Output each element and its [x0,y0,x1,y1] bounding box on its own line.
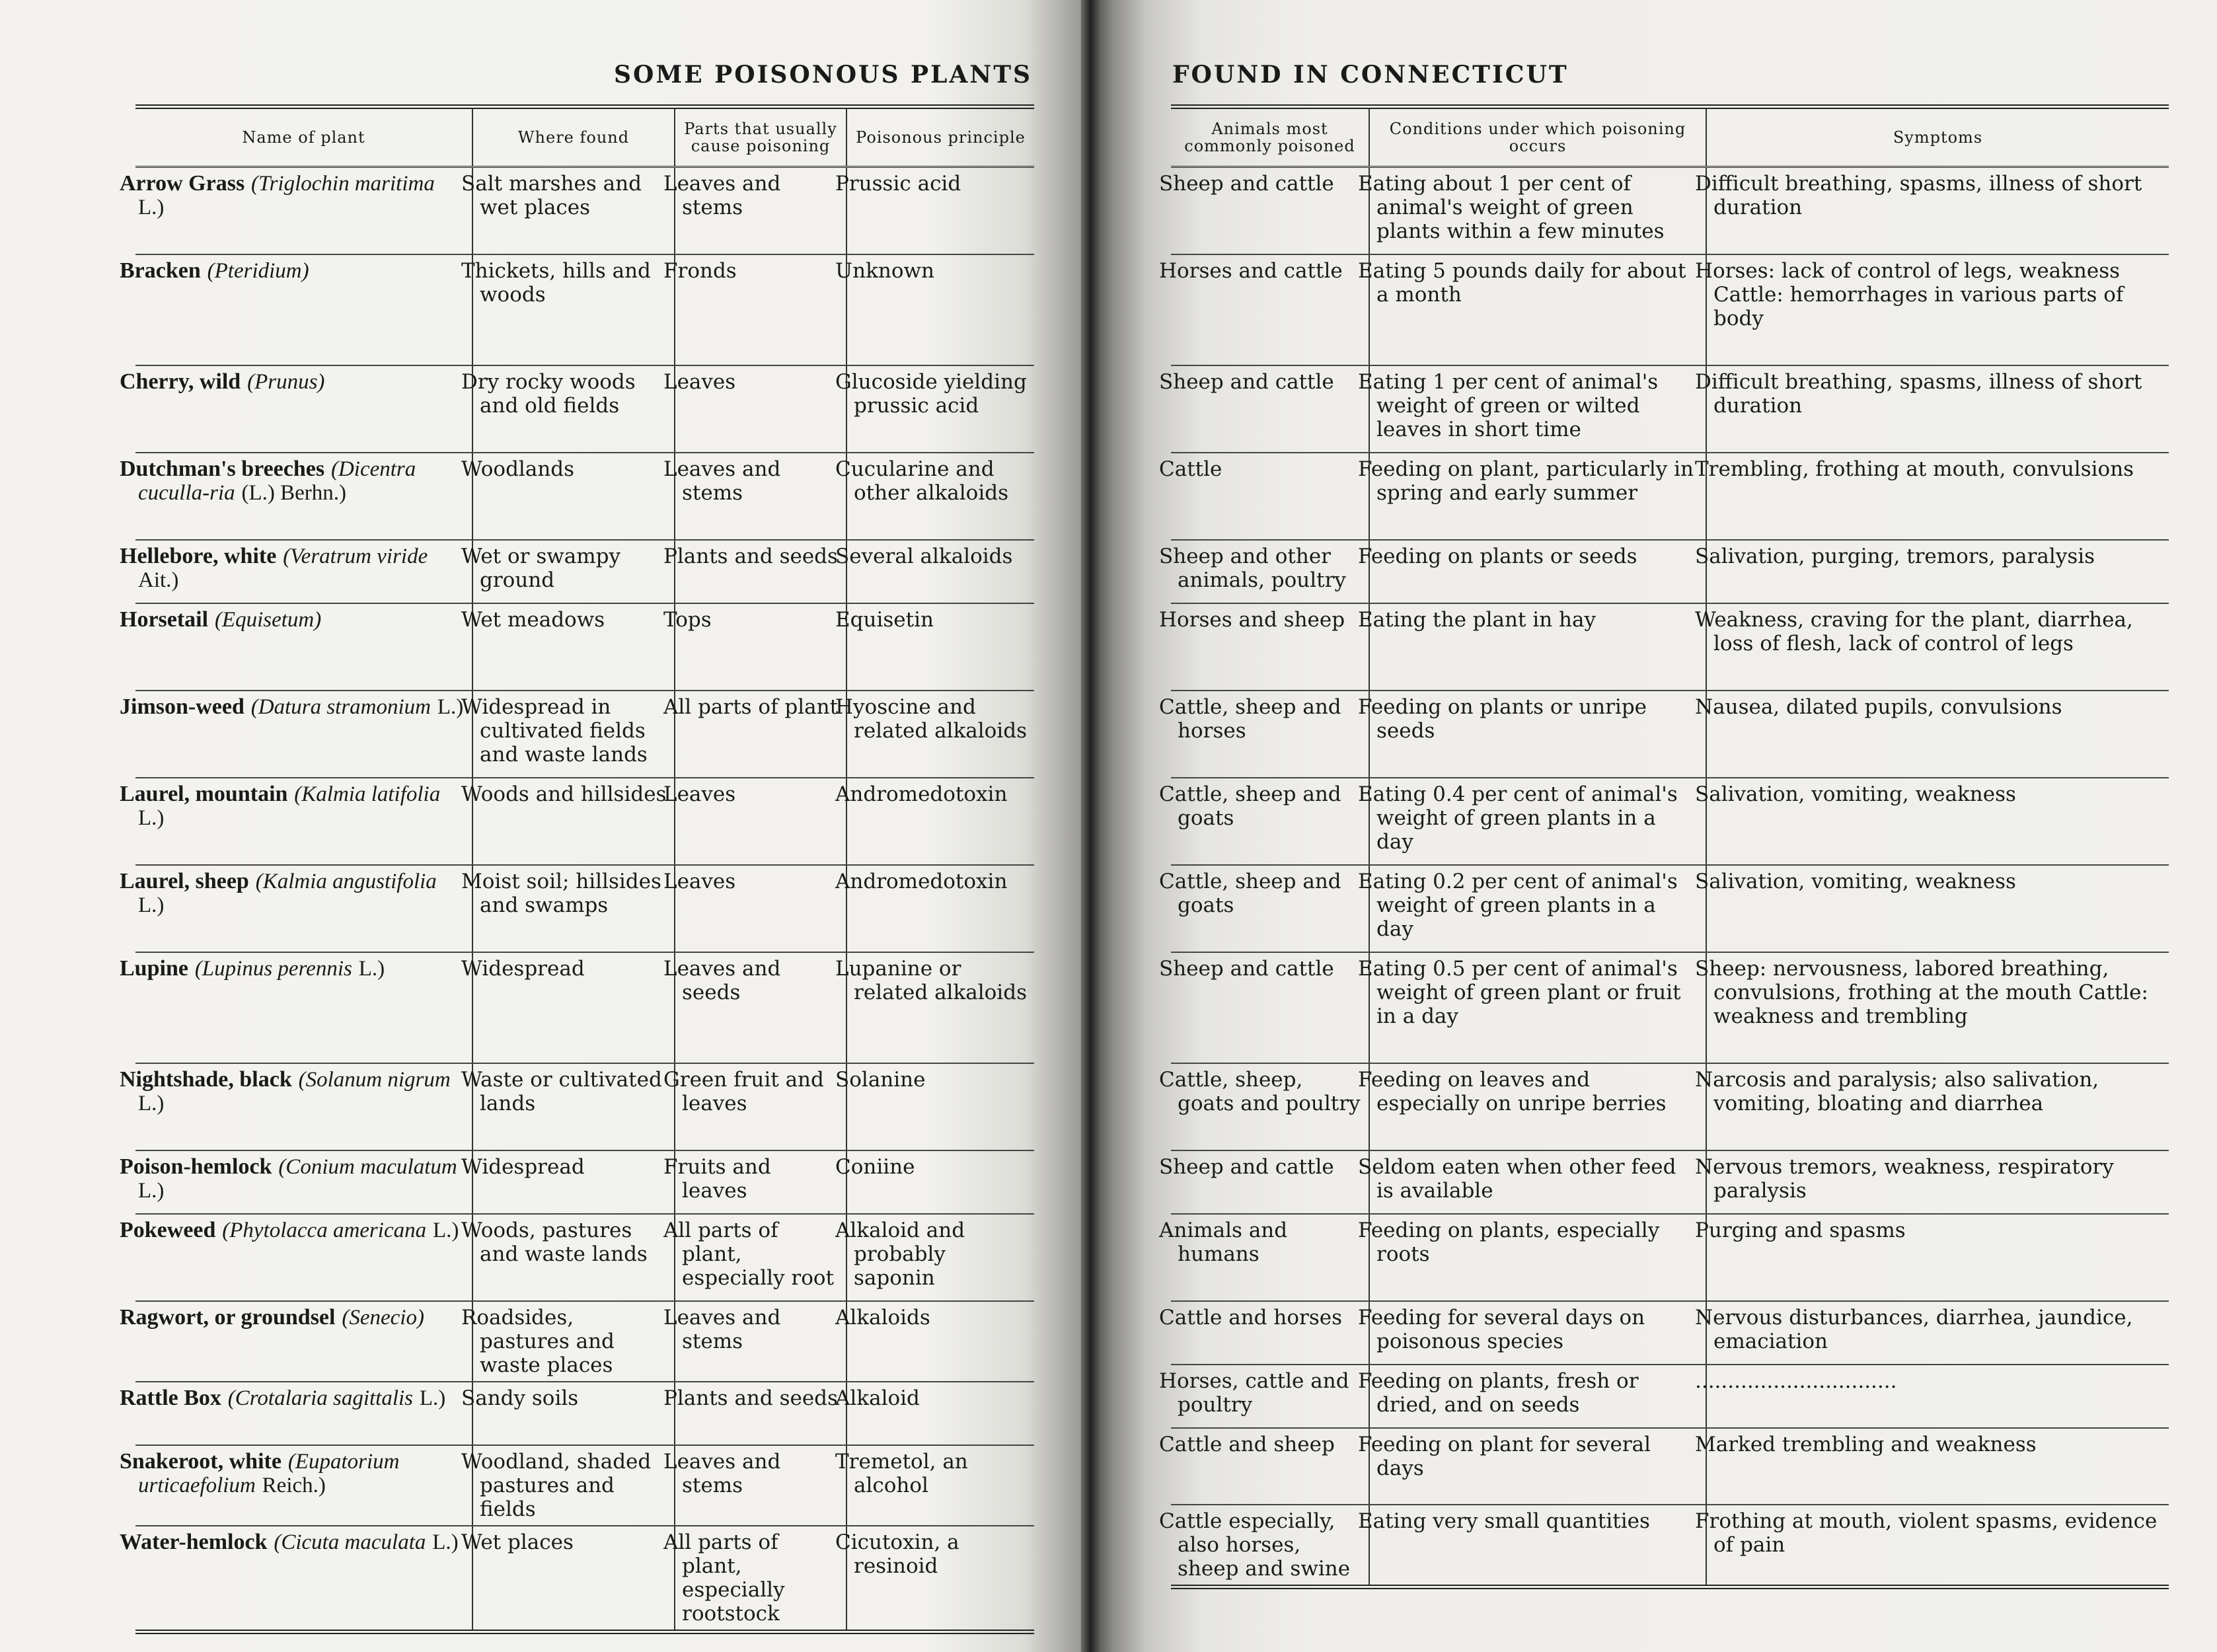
symptoms-cell: Salivation, vomiting, weakness [1706,865,2169,952]
where-found-cell: Roadsides, pastures and waste places [472,1301,675,1382]
animals-cell: Sheep and other animals, poultry [1171,540,1369,603]
plant-authority: L.) [138,196,165,219]
symptoms-cell: Difficult breathing, spasms, illness of short duration [1706,365,2169,453]
plants-table-right [1159,104,2169,1589]
principle-cell: Andromedotoxin [846,778,1034,865]
plant-scientific-name: (Pteridium) [207,258,309,283]
symptoms-cell: Difficult breathing, spasms, illness of short duration [1706,167,2169,254]
symptoms-cell: ............................... [1706,1365,2169,1428]
table-row [1171,1301,2169,1365]
conditions-cell: Seldom eaten when other feed is available [1369,1150,1706,1214]
animals-cell: Horses and sheep [1171,603,1369,691]
table-row [135,952,1034,1063]
plant-scientific-name: (Triglochin maritima [251,172,435,196]
plant-name-cell [120,167,472,254]
symptoms-cell: Sheep: nervousness, labored breathing, convulsions, frothing at the mouth Cattle: weakness and trembling [1706,952,2169,1063]
where-found-cell: Woods, pastures and waste lands [472,1214,675,1301]
plant-name-cell [120,603,472,691]
plant-name-cell [120,1382,472,1445]
plant-authority: (L.) Berhn.) [241,480,347,505]
conditions-cell: Eating 0.5 per cent of animal's weight of green plant or fruit in a day [1369,952,1706,1063]
plant-authority: L.) [138,1178,165,1203]
plant-name-cell [120,1150,472,1214]
plant-common-name: Jimson-weed [120,694,244,719]
table-row [135,1445,1034,1526]
plant-scientific-name: (Lupinus perennis [194,956,352,981]
table-row [1171,603,2169,691]
plant-authority: L.) [419,1386,446,1410]
conditions-cell: Eating the plant in hay [1369,603,1706,691]
animals-cell: Cattle, sheep and goats [1171,865,1369,952]
symptoms-cell: Purging and spasms [1706,1214,2169,1301]
principle-cell: Cicutoxin, a resinoid [846,1526,1034,1632]
where-found-cell: Sandy soils [472,1382,675,1445]
where-found-cell: Widespread in cultivated fields and waste lands [472,691,675,778]
conditions-cell: Eating 5 pounds daily for about a month [1369,254,1706,365]
plant-authority: L.) [138,893,165,917]
parts-cell: Leaves and seeds [675,952,846,1063]
conditions-cell: Eating 1 per cent of animal's weight of green or wilted leaves in short time [1369,365,1706,453]
conditions-cell: Feeding on plant for several days [1369,1428,1706,1505]
animals-cell: Horses and cattle [1171,254,1369,365]
header-row-right [1171,107,2169,167]
animals-cell: Cattle, sheep, goats and poultry [1171,1063,1369,1150]
animals-cell: Cattle, sheep and horses [1171,691,1369,778]
conditions-cell: Feeding on plants or unripe seeds [1369,691,1706,778]
conditions-cell: Feeding on plants, fresh or dried, and on seeds [1369,1365,1706,1428]
where-found-cell: Wet or swampy ground [472,540,675,603]
table-row [1171,778,2169,865]
plant-scientific-name: (Veratrum viride [283,544,428,568]
plant-common-name: Ragwort, or groundsel [120,1304,336,1330]
table-row [1171,952,2169,1063]
symptoms-cell: Salivation, vomiting, weakness [1706,778,2169,865]
table-row [1171,1505,2169,1587]
plant-name-cell [120,254,472,365]
plant-name-cell [120,691,472,778]
where-found-cell: Woods and hillsides [472,778,675,865]
plant-common-name: Bracken [120,258,201,283]
principle-cell: Equisetin [846,603,1034,691]
table-row [135,453,1034,540]
table-row [135,603,1034,691]
header-poisonous-principle: Poisonous principle [846,107,1034,167]
principle-cell: Alkaloid [846,1382,1034,1445]
where-found-cell: Moist soil; hillsides and swamps [472,865,675,952]
table-row [1171,167,2169,254]
symptoms-cell: Salivation, purging, tremors, paralysis [1706,540,2169,603]
plant-common-name: Lupine [120,956,188,981]
table-row [1171,691,2169,778]
table-row [135,778,1034,865]
parts-cell: Leaves [675,865,846,952]
animals-cell: Sheep and cattle [1171,952,1369,1063]
right-page [1090,0,2217,1652]
plant-name-cell [120,778,472,865]
animals-cell: Cattle [1171,453,1369,540]
left-page [0,0,1090,1652]
principle-cell: Coniine [846,1150,1034,1214]
book-gutter [1081,0,1100,1652]
plant-common-name: Dutchman's breeches [120,456,325,481]
table-row [135,1150,1034,1214]
where-found-cell: Woodland, shaded pastures and fields [472,1445,675,1526]
parts-cell: Plants and seeds [675,540,846,603]
table-row [135,254,1034,365]
principle-cell: Alkaloid and probably saponin [846,1214,1034,1301]
plant-authority: L.) [432,1218,459,1242]
plant-scientific-name: (Senecio) [342,1305,424,1330]
conditions-cell: Feeding on leaves and especially on unripe berries [1369,1063,1706,1150]
parts-cell: All parts of plant, especially root [675,1214,846,1301]
conditions-cell: Eating very small quantities [1369,1505,1706,1587]
plant-scientific-name: (Datura stramonium [250,695,432,719]
table-row [1171,453,2169,540]
where-found-cell: Wet places [472,1526,675,1632]
plant-common-name: Laurel, mountain [120,781,288,806]
parts-cell: All parts of plant, especially rootstock [675,1526,846,1632]
parts-cell: Tops [675,603,846,691]
conditions-cell: Feeding on plants, especially roots [1369,1214,1706,1301]
plant-name-cell [120,1301,472,1382]
animals-cell: Cattle and horses [1171,1301,1369,1365]
parts-cell: Leaves and stems [675,167,846,254]
where-found-cell: Dry rocky woods and old fields [472,365,675,453]
plant-scientific-name: (Prunus) [247,369,325,394]
plant-common-name: Hellebore, white [120,543,277,568]
plant-common-name: Arrow Grass [120,171,245,196]
symptoms-cell: Trembling, frothing at mouth, convulsions [1706,453,2169,540]
principle-cell: Cucularine and other alkaloids [846,453,1034,540]
conditions-cell: Feeding for several days on poisonous species [1369,1301,1706,1365]
plant-authority: L.) [358,956,385,981]
table-row [135,1214,1034,1301]
plant-name-cell [120,952,472,1063]
plant-common-name: Nightshade, black [120,1067,292,1092]
header-row-left [135,107,1034,167]
header-animals: Animals most commonly poisoned [1171,107,1369,167]
where-found-cell: Widespread [472,1150,675,1214]
principle-cell: Alkaloids [846,1301,1034,1382]
plant-authority: L.) [432,1530,459,1554]
animals-cell: Horses, cattle and poultry [1171,1365,1369,1428]
table-row [1171,1428,2169,1505]
plant-common-name: Laurel, sheep [120,868,249,893]
conditions-cell: Eating about 1 per cent of animal's weight of green plants within a few minutes [1369,167,1706,254]
parts-cell: All parts of plant [675,691,846,778]
table-row [1171,1063,2169,1150]
animals-cell: Sheep and cattle [1171,365,1369,453]
parts-cell: Fruits and leaves [675,1150,846,1214]
table-row [1171,1365,2169,1428]
symptoms-cell: Nervous disturbances, diarrhea, jaundice, emaciation [1706,1301,2169,1365]
where-found-cell: Wet meadows [472,603,675,691]
plant-name-cell [120,1526,472,1632]
plant-common-name: Pokeweed [120,1217,216,1242]
where-found-cell: Salt marshes and wet places [472,167,675,254]
where-found-cell: Waste or cultivated lands [472,1063,675,1150]
table-row [135,1382,1034,1445]
table-row [1171,1214,2169,1301]
principle-cell: Andromedotoxin [846,865,1034,952]
plant-common-name: Water-hemlock [120,1529,268,1554]
plant-scientific-name: (Phytolacca americana [222,1218,427,1242]
header-parts: Parts that usually cause poisoning [675,107,846,167]
principle-cell: Several alkaloids [846,540,1034,603]
conditions-cell: Feeding on plant, particularly in spring and early summer [1369,453,1706,540]
principle-cell: Prussic acid [846,167,1034,254]
table-row [135,1526,1034,1632]
animals-cell: Cattle, sheep and goats [1171,778,1369,865]
parts-cell: Leaves and stems [675,1445,846,1526]
symptoms-cell: Frothing at mouth, violent spasms, evidence of pain [1706,1505,2169,1587]
plant-name-cell [120,1214,472,1301]
conditions-cell: Feeding on plants or seeds [1369,540,1706,603]
table-row [135,1063,1034,1150]
parts-cell: Leaves and stems [675,1301,846,1382]
plant-common-name: Rattle Box [120,1385,221,1410]
parts-cell: Leaves [675,365,846,453]
parts-cell: Plants and seeds [675,1382,846,1445]
plant-authority: L.) [437,695,464,719]
parts-cell: Leaves [675,778,846,865]
table-row [1171,1150,2169,1214]
plant-authority: Reich.) [262,1473,326,1497]
header-symptoms: Symptoms [1706,107,2169,167]
animals-cell: Sheep and cattle [1171,167,1369,254]
principle-cell: Hyoscine and related alkaloids [846,691,1034,778]
plant-scientific-name: (Solanum nigrum [298,1067,451,1092]
plant-authority: Ait.) [138,568,179,592]
symptoms-cell: Horses: lack of control of legs, weakness Cattle: hemorrhages in various parts of body [1706,254,2169,365]
plant-authority: L.) [138,1091,165,1115]
table-row [135,365,1034,453]
plant-authority: L.) [138,806,165,830]
table-row [135,1301,1034,1382]
where-found-cell: Woodlands [472,453,675,540]
principle-cell: Glucoside yielding prussic acid [846,365,1034,453]
plant-name-cell [120,365,472,453]
plant-common-name: Poison-hemlock [120,1154,272,1179]
symptoms-cell: Weakness, craving for the plant, diarrhea, loss of flesh, lack of control of legs [1706,603,2169,691]
plant-name-cell [120,453,472,540]
where-found-cell: Thickets, hills and woods [472,254,675,365]
plant-name-cell [120,540,472,603]
animals-cell: Cattle and sheep [1171,1428,1369,1505]
header-where-found: Where found [472,107,675,167]
header-conditions: Conditions under which poisoning occurs [1369,107,1706,167]
plant-name-cell [120,1063,472,1150]
symptoms-cell: Marked trembling and weakness [1706,1428,2169,1505]
header-name-of-plant: Name of plant [135,107,472,167]
principle-cell: Solanine [846,1063,1034,1150]
table-row [1171,254,2169,365]
left-page-title: SOME POISONOUS PLANTS [613,61,1032,89]
plant-scientific-name: (Dicentra cuculla-ria [138,457,416,505]
symptoms-cell: Nervous tremors, weakness, respiratory paralysis [1706,1150,2169,1214]
table-row [135,540,1034,603]
table-row [1171,865,2169,952]
animals-cell: Animals and humans [1171,1214,1369,1301]
symptoms-cell: Nausea, dilated pupils, convulsions [1706,691,2169,778]
plant-scientific-name: (Kalmia angustifolia [255,869,437,893]
principle-cell: Lupanine or related alkaloids [846,952,1034,1063]
plant-scientific-name: (Crotalaria sagittalis [227,1386,414,1410]
parts-cell: Leaves and stems [675,453,846,540]
plant-common-name: Cherry, wild [120,369,241,394]
plant-scientific-name: (Conium maculatum [278,1154,457,1179]
plant-scientific-name: (Eupatorium urticaefolium [138,1449,400,1497]
principle-cell: Unknown [846,254,1034,365]
where-found-cell: Widespread [472,952,675,1063]
plant-common-name: Snakeroot, white [120,1448,282,1474]
principle-cell: Tremetol, an alcohol [846,1445,1034,1526]
plant-scientific-name: (Cicuta maculata [274,1530,426,1554]
table-row [135,691,1034,778]
conditions-cell: Eating 0.2 per cent of animal's weight of green plants in a day [1369,865,1706,952]
plant-name-cell [120,865,472,952]
parts-cell: Fronds [675,254,846,365]
table-row [135,865,1034,952]
table-row [135,167,1034,254]
symptoms-cell: Narcosis and paralysis; also salivation, vomiting, bloating and diarrhea [1706,1063,2169,1150]
plant-scientific-name: (Equisetum) [214,607,322,632]
animals-cell: Cattle especially, also horses, sheep and swine [1159,1509,1351,1581]
plant-scientific-name: (Kalmia latifolia [294,782,441,806]
right-page-title: FOUND IN CONNECTICUT [1172,61,1569,89]
conditions-cell: Eating 0.4 per cent of animal's weight of green plants in a day [1369,778,1706,865]
table-row [1171,365,2169,453]
parts-cell: Green fruit and leaves [675,1063,846,1150]
animals-cell: Sheep and cattle [1171,1150,1369,1214]
plant-common-name: Horsetail [120,607,209,632]
table-row [1171,540,2169,603]
plant-name-cell [120,1445,472,1526]
plants-table-left [120,104,1034,1634]
